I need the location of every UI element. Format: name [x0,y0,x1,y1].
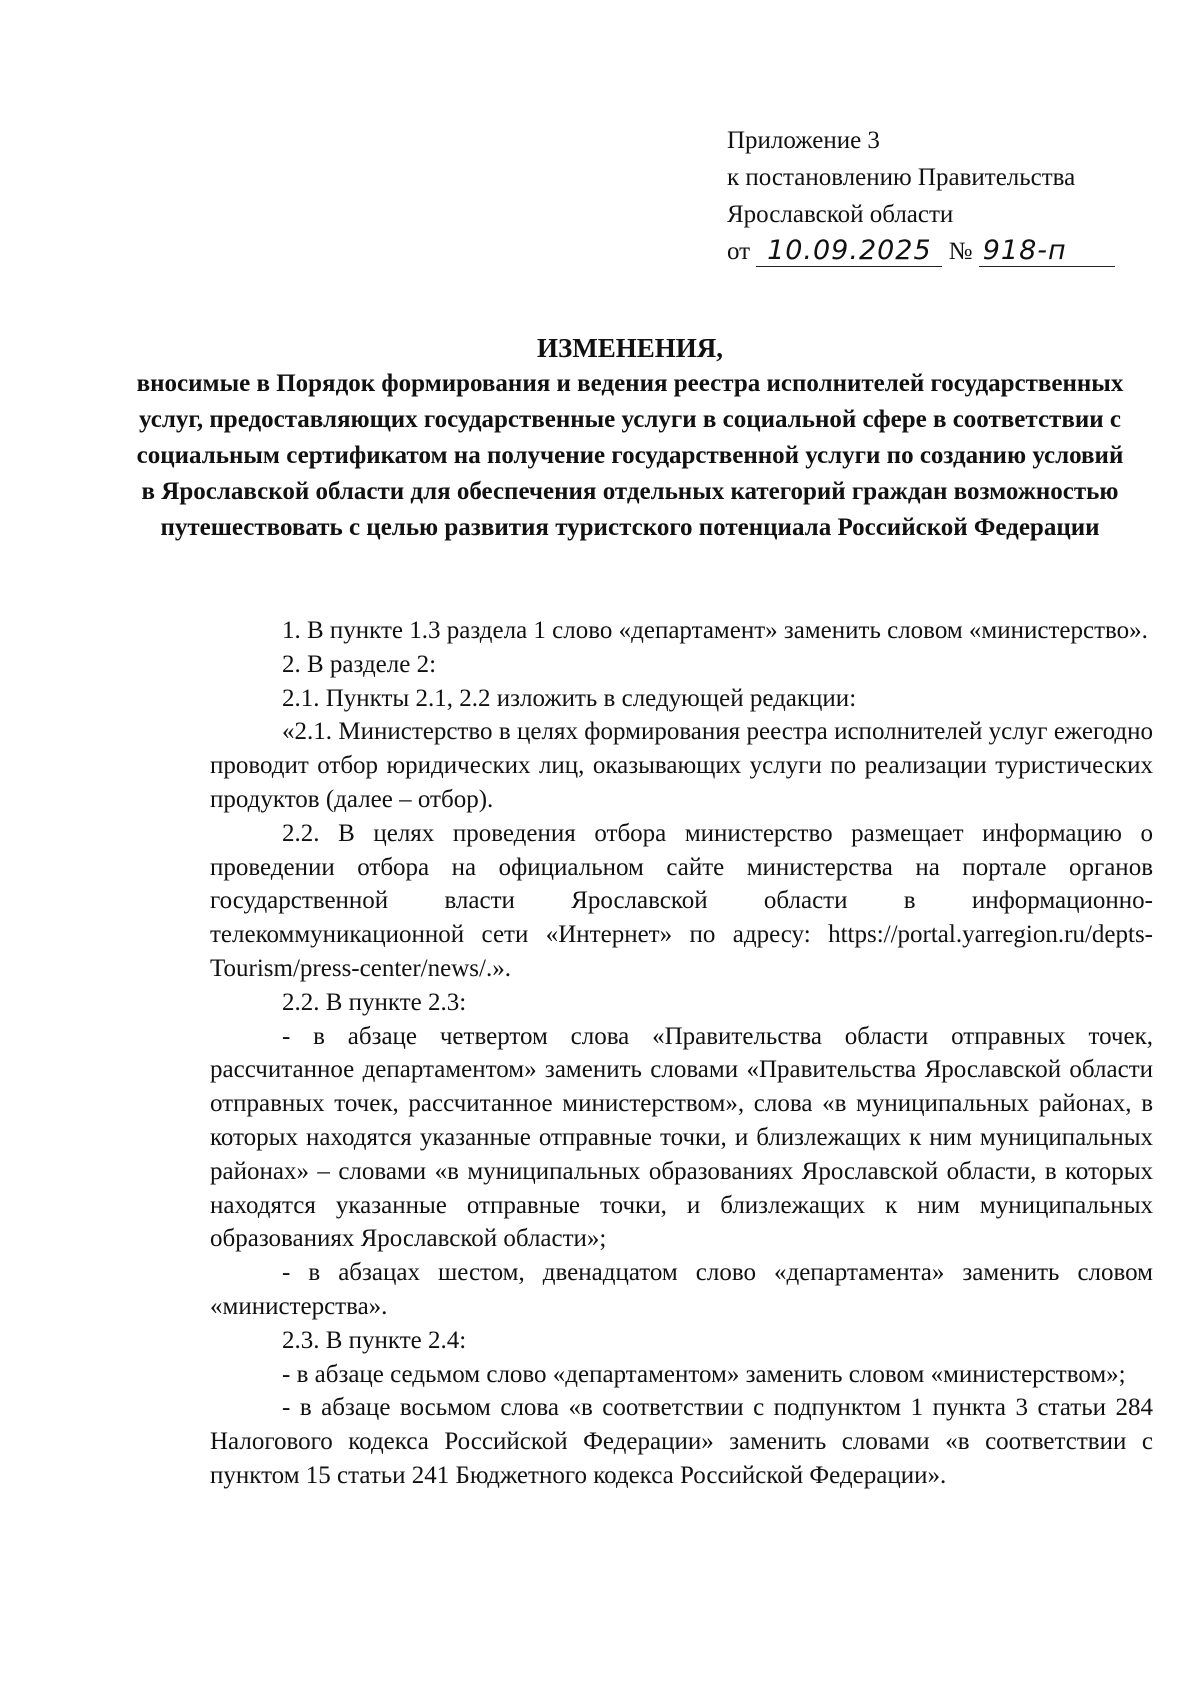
paragraph: - в абзаце седьмом слово «департаментом» заменить словом «министерством»; [282,1360,1126,1388]
paragraph: - в абзаце четвертом слова «Правительства области отправных точек, рассчитанное департаментом» заменить словами «Правительства Ярославской области отправных точек, рассчитанное министерством», слова «в муниципальных районах, в которых находятся указанные отправные точки, и близлежащих к ним муниципальных районах» – словами «в муниципальных образованиях Ярославской области, в которых находятся указанные отправные точки, и близлежащих к ним муниципальных образованиях Ярославской области»; [210,1022,1153,1253]
appendix-number: Приложение 3 [727,127,880,154]
paragraph: 2.3. В пункте 2.4: [282,1326,467,1354]
paragraph: - в абзаце восьмом слова «в соответствии с подпунктом 1 пункта 3 статьи 284 Налогового кодекса Российской Федерации» заменить словами «в соответствии с пунктом 15 статьи 241 Бюджетного кодекса Российской Федерации». [210,1394,1153,1489]
paragraph: 2. В разделе 2: [282,650,437,678]
paragraph: «2.1. Министерство в целях формирования реестра исполнителей услуг ежегодно проводит отбор юридических лиц, оказывающих услуги по реализации туристических продуктов (далее – отбор). [210,718,1153,813]
appendix-region: Ярославской области [727,201,954,228]
paragraph: - в абзацах шестом, двенадцатом слово «департамента» заменить словом «министерства». [210,1259,1153,1320]
handwritten-date: 10.09.2025 [756,236,942,267]
document-title-block [130,330,1130,546]
handwritten-number: 918-п [979,236,1115,267]
appendix-date-line [727,233,1167,270]
appendix-reference: к постановлению Правительства [727,164,1076,191]
date-prefix: от [727,238,751,265]
document-title: ИЗМЕНЕНИЯ, [536,333,723,363]
document-subtitle: вносимые в Порядок формирования и ведения реестра исполнителей государственных услуг, предоставляющих государственные услуги в социальной сфере в соответствии с социальным сертификатом на получение государственной услуги по созданию условий в Ярославской области для обеспечения отдельных категорий граждан возможностью путешествовать с целью развития туристского потенциала Российской Федерации [136,370,1124,541]
paragraph: 2.2. В пункте 2.3: [282,988,467,1016]
appendix-header [727,122,1167,270]
document-body [210,614,1153,1493]
paragraph: 2.1. Пункты 2.1, 2.2 изложить в следующей редакции: [282,684,857,712]
paragraph: 2.2. В целях проведения отбора министерство размещает информацию о проведении отбора на официальном сайте министерства на портале органов государственной власти Ярославской области в информационно-телекоммуникационной сети «Интернет» по адресу: https://portal.yarregion.ru/depts-Tourism/press-center/news/.». [210,819,1153,982]
paragraph: 1. В пункте 1.3 раздела 1 слово «департамент» заменить словом «министерство». [282,617,1148,644]
number-prefix: № [948,238,973,265]
